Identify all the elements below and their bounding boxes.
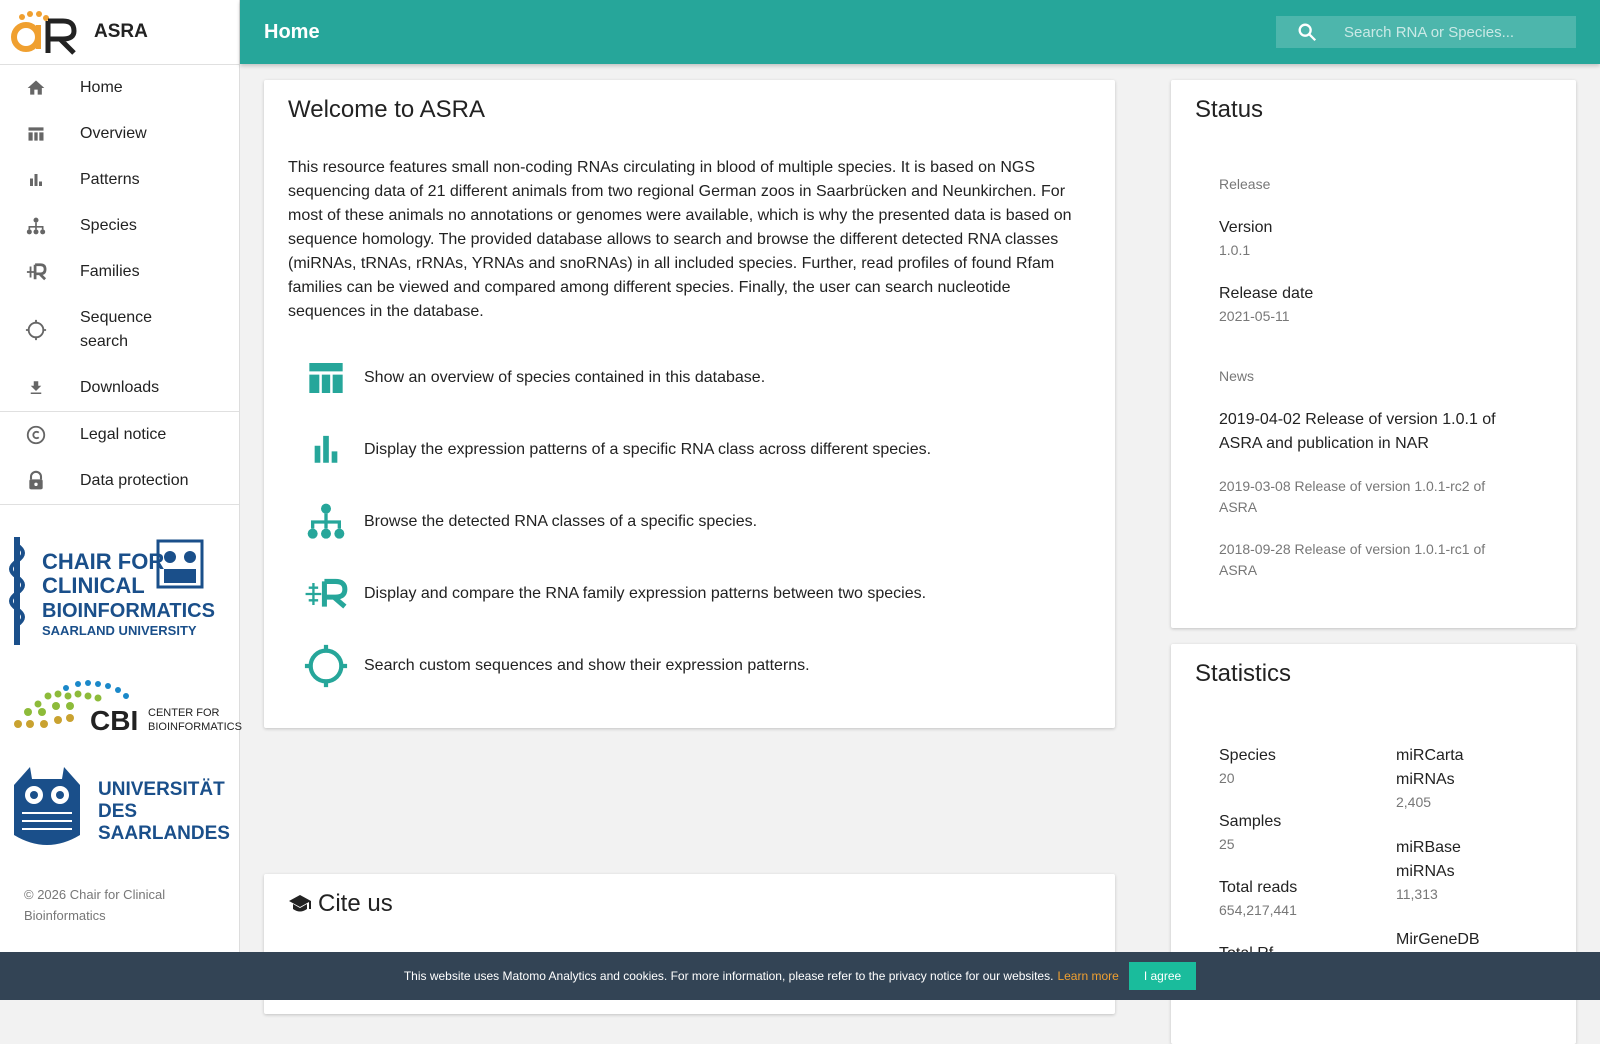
crosshair-icon[interactable] [302, 642, 350, 690]
sidebar-legal-nav [0, 411, 239, 504]
cbi-logo-line1: CENTER FOR [148, 707, 220, 719]
stat-mirgenedb [1396, 928, 1516, 952]
learn-more-link[interactable]: Learn more [1057, 969, 1119, 983]
feature-list [288, 342, 1091, 702]
ccb-logo-line1: CHAIR FOR [42, 549, 165, 574]
stat-samples [1219, 810, 1369, 854]
sidebar-item-label: Sequence search [80, 309, 153, 350]
stat-label: MirGeneDB [1396, 931, 1480, 948]
sidebar-item-overview[interactable] [0, 111, 239, 157]
cbi-logo-acronym: CBI [90, 705, 139, 736]
sidebar-item-legal-notice[interactable] [0, 412, 239, 458]
sidebar-item-species[interactable] [0, 203, 239, 249]
sidebar-item-label: Patterns [80, 171, 140, 188]
sidebar-nav [0, 65, 239, 411]
release-date-item [1219, 282, 1552, 326]
stat-label: Samples [1219, 813, 1282, 830]
ccb-logo-line2: CLINICAL [42, 573, 145, 598]
copyright-icon [24, 423, 48, 447]
stats-left-column [1219, 744, 1369, 966]
ccb-logo-line3: BIOINFORMATICS [42, 600, 215, 622]
release-date-value: 2021-05-11 [1219, 308, 1290, 324]
feature-text: Display the expression patterns of a specific RNA class across different species. [364, 441, 932, 458]
sidebar-item-label: Data protection [80, 472, 189, 489]
rfam-icon [24, 260, 48, 284]
feature-text: Search custom sequences and show their expression patterns. [364, 657, 810, 674]
cite-title [288, 890, 1091, 918]
status-card [1171, 80, 1576, 628]
cite-title-text: Cite us [318, 890, 393, 917]
brand-title: ASRA [94, 21, 148, 42]
sidebar [0, 0, 240, 1000]
release-header: Release [1219, 176, 1271, 192]
ccb-logo-line4: SAARLAND UNIVERSITY [42, 623, 197, 638]
version-label: Version [1219, 219, 1273, 236]
stat-value: 654,217,441 [1219, 902, 1297, 918]
welcome-card [264, 80, 1115, 728]
news-item: 2018-09-28 Release of version 1.0.1-rc1 of ASRA [1219, 541, 1486, 578]
uds-logo-line2: DES [98, 801, 138, 822]
feature-families[interactable] [288, 558, 1091, 630]
asra-logo [8, 9, 78, 55]
statistics-title: Statistics [1195, 660, 1292, 687]
page-title: Home [264, 20, 320, 43]
table-icon[interactable] [302, 354, 350, 402]
cbi-logo-line2: BIOINFORMATICS [148, 721, 242, 733]
stat-mircarta [1396, 744, 1516, 812]
sidebar-item-patterns[interactable] [0, 157, 239, 203]
sidebar-item-downloads[interactable] [0, 365, 239, 411]
brand[interactable] [0, 0, 239, 65]
stat-mirbase [1396, 836, 1516, 904]
sidebar-item-families[interactable] [0, 249, 239, 295]
copyright-text: © 2026 Chair for Clinical Bioinformatics [24, 887, 166, 923]
uds-logo-line1: UNIVERSITÄT [98, 779, 225, 800]
cookie-text: This website uses Matomo Analytics and cookies. For more information, please refer to the privacy notice for our websites. [403, 969, 1054, 983]
rfam-icon[interactable] [302, 570, 350, 618]
stat-total-reads [1219, 876, 1369, 920]
sidebar-item-label: Legal notice [80, 426, 167, 443]
sidebar-item-label: Species [80, 217, 137, 234]
uds-logo[interactable] [8, 765, 239, 854]
feature-patterns[interactable] [288, 414, 1091, 486]
feature-text: Browse the detected RNA classes of a specific species. [364, 513, 758, 530]
graduation-cap-icon [288, 893, 312, 915]
hierarchy-icon[interactable] [302, 498, 350, 546]
sidebar-item-label: Families [80, 263, 140, 280]
welcome-text: This resource features small non-coding RNAs circulating in blood of multiple species. It is based on NGS sequencing data of 21 different animals from two regional German zoos in Saarbrücken and Neunkirchen. For most of these animals no annotations or genomes were available, which is why the presented data is based on sequence homology. The provided database allows to search and browse the different detected RNA classes (miRNAs, tRNAs, rRNAs, YRNAs and snoRNAs) in all included species. Further, read profiles of found Rfam families can be viewed and compared among different species. Finally, the user can search nucleotide sequences in the database. [288, 159, 1072, 320]
sidebar-item-label: Downloads [80, 379, 160, 396]
partner-logos [0, 505, 242, 854]
uds-logo-line3: SAARLANDES [98, 823, 230, 844]
lock-icon [24, 469, 48, 493]
sidebar-item-home[interactable] [0, 65, 239, 111]
stat-label: Total reads [1219, 879, 1298, 896]
news-item: 2019-04-02 Release of version 1.0.1 of ASRA and publication in NAR [1219, 411, 1496, 452]
feature-overview[interactable] [288, 342, 1091, 414]
news-header: News [1219, 368, 1255, 384]
feature-species[interactable] [288, 486, 1091, 558]
stat-label: Species [1219, 747, 1276, 764]
crosshair-icon [24, 318, 48, 342]
version-value: 1.0.1 [1219, 242, 1251, 258]
sidebar-item-label: Home [80, 79, 123, 96]
hierarchy-icon [24, 214, 48, 238]
feature-sequence-search[interactable] [288, 630, 1091, 702]
search-icon[interactable] [1296, 21, 1324, 43]
release-date-label: Release date [1219, 285, 1314, 302]
sidebar-item-label: Overview [80, 125, 147, 142]
welcome-title: Welcome to ASRA [288, 96, 485, 123]
ccb-logo[interactable] [8, 535, 239, 652]
stat-value: 25 [1219, 836, 1235, 852]
home-icon [24, 76, 48, 100]
news-item: 2019-03-08 Release of version 1.0.1-rc2 of ASRA [1219, 478, 1486, 515]
bar-chart-icon [24, 168, 48, 192]
stat-value: 11,313 [1396, 886, 1438, 902]
table-icon [24, 122, 48, 146]
search-box[interactable] [1276, 16, 1576, 48]
sidebar-item-data-protection[interactable] [0, 458, 239, 504]
agree-button[interactable]: I agree [1129, 962, 1196, 990]
cookie-banner [0, 952, 1600, 1000]
feature-text: Display and compare the RNA family expression patterns between two species. [364, 585, 927, 602]
stat-value: 2,405 [1396, 794, 1432, 810]
status-title: Status [1195, 96, 1264, 123]
feature-text: Show an overview of species contained in this database. [364, 369, 766, 386]
version-item [1219, 216, 1552, 260]
sidebar-item-sequence-search[interactable] [0, 295, 239, 365]
stat-label: miRCarta miRNAs [1396, 747, 1464, 788]
stat-value: 20 [1219, 770, 1235, 786]
top-bar [240, 0, 1600, 64]
stat-label: miRBase miRNAs [1396, 839, 1461, 880]
cbi-logo[interactable] [8, 678, 242, 739]
search-input[interactable] [1344, 24, 1564, 41]
bar-chart-icon[interactable] [302, 426, 350, 474]
stat-species [1219, 744, 1369, 788]
stats-right-column [1396, 744, 1516, 952]
download-icon [24, 376, 48, 400]
